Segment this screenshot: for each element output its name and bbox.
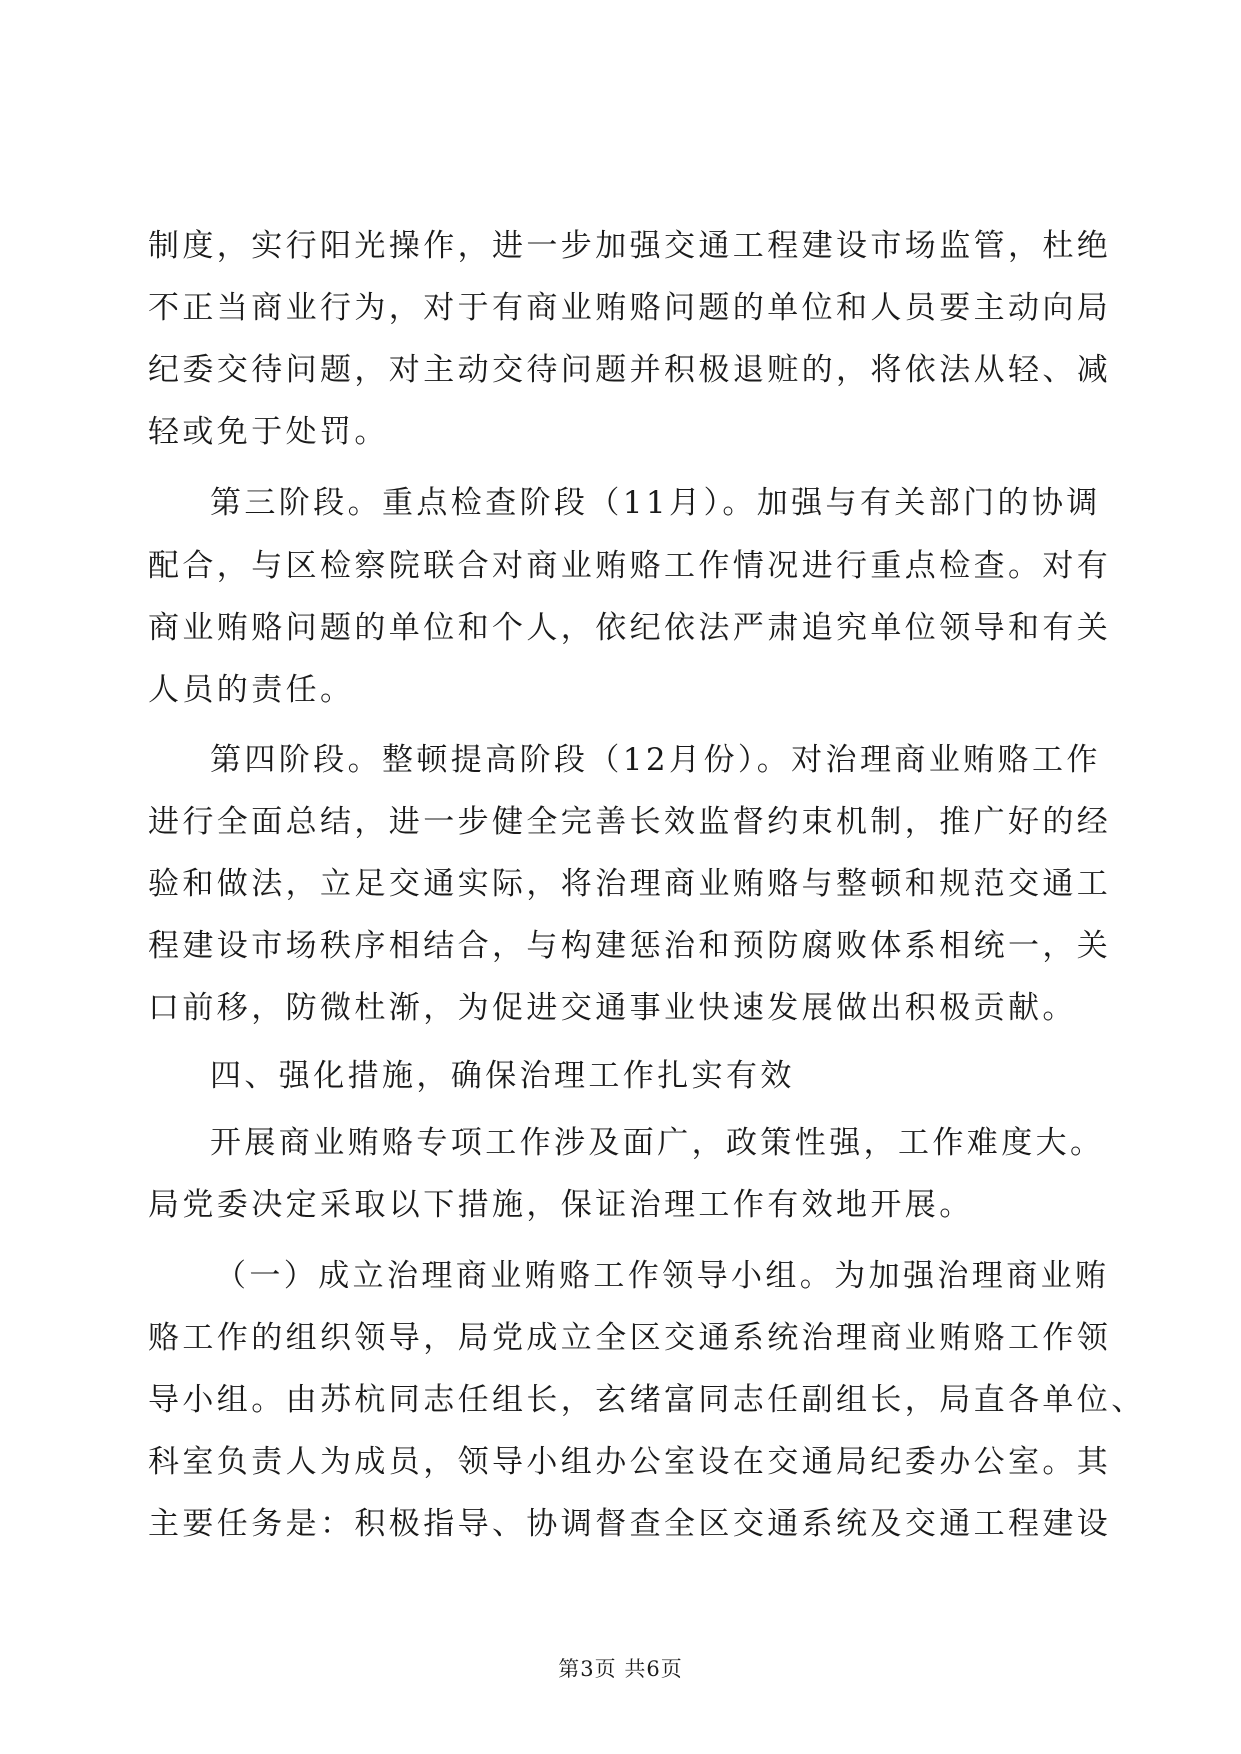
body-line-18: 赂工作的组织领导，局党成立全区交通系统治理商业贿赂工作领: [148, 1320, 1112, 1356]
body-line-16: 局党委决定采取以下措施，保证治理工作有效地开展。: [148, 1187, 974, 1223]
body-line-5: 第三阶段。重点检查阶段（11月）。加强与有关部门的协调: [210, 485, 1101, 521]
body-line-7: 商业贿赂问题的单位和个人，依纪依法严肃追究单位领导和有关: [148, 610, 1112, 646]
body-line-4: 轻或免于处罚。: [148, 414, 389, 450]
page-number-footer: 第3页 共6页: [558, 1657, 683, 1681]
body-line-9: 第四阶段。整顿提高阶段（12月份）。对治理商业贿赂工作: [210, 742, 1101, 778]
body-line-13: 口前移，防微杜渐，为促进交通事业快速发展做出积极贡献。: [148, 990, 1077, 1026]
body-line-15: 开展商业贿赂专项工作涉及面广，政策性强，工作难度大。: [210, 1125, 1105, 1161]
body-line-10: 进行全面总结，进一步健全完善长效监督约束机制，推广好的经: [148, 804, 1112, 840]
body-line-21: 主要任务是：积极指导、协调督查全区交通系统及交通工程建设: [148, 1506, 1112, 1542]
body-line-11: 验和做法，立足交通实际，将治理商业贿赂与整顿和规范交通工: [148, 866, 1112, 902]
body-line-17: （一）成立治理商业贿赂工作领导小组。为加强治理商业贿: [215, 1258, 1110, 1294]
section-heading: 四、强化措施，确保治理工作扎实有效: [210, 1058, 795, 1094]
body-line-12: 程建设市场秩序相结合，与构建惩治和预防腐败体系相统一，关: [148, 928, 1112, 964]
body-line-6: 配合，与区检察院联合对商业贿赂工作情况进行重点检查。对有: [148, 548, 1112, 584]
body-line-3: 纪委交待问题，对主动交待问题并积极退赃的，将依法从轻、减: [148, 352, 1112, 388]
body-line-19: 导小组。由苏杭同志任组长，玄绪富同志任副组长，局直各单位、: [148, 1382, 1146, 1418]
body-line-20: 科室负责人为成员，领导小组办公室设在交通局纪委办公室。其: [148, 1444, 1112, 1480]
body-line-8: 人员的责任。: [148, 672, 355, 708]
body-line-1: 制度，实行阳光操作，进一步加强交通工程建设市场监管，杜绝: [148, 228, 1112, 264]
body-line-2: 不正当商业行为，对于有商业贿赂问题的单位和人员要主动向局: [148, 290, 1112, 326]
